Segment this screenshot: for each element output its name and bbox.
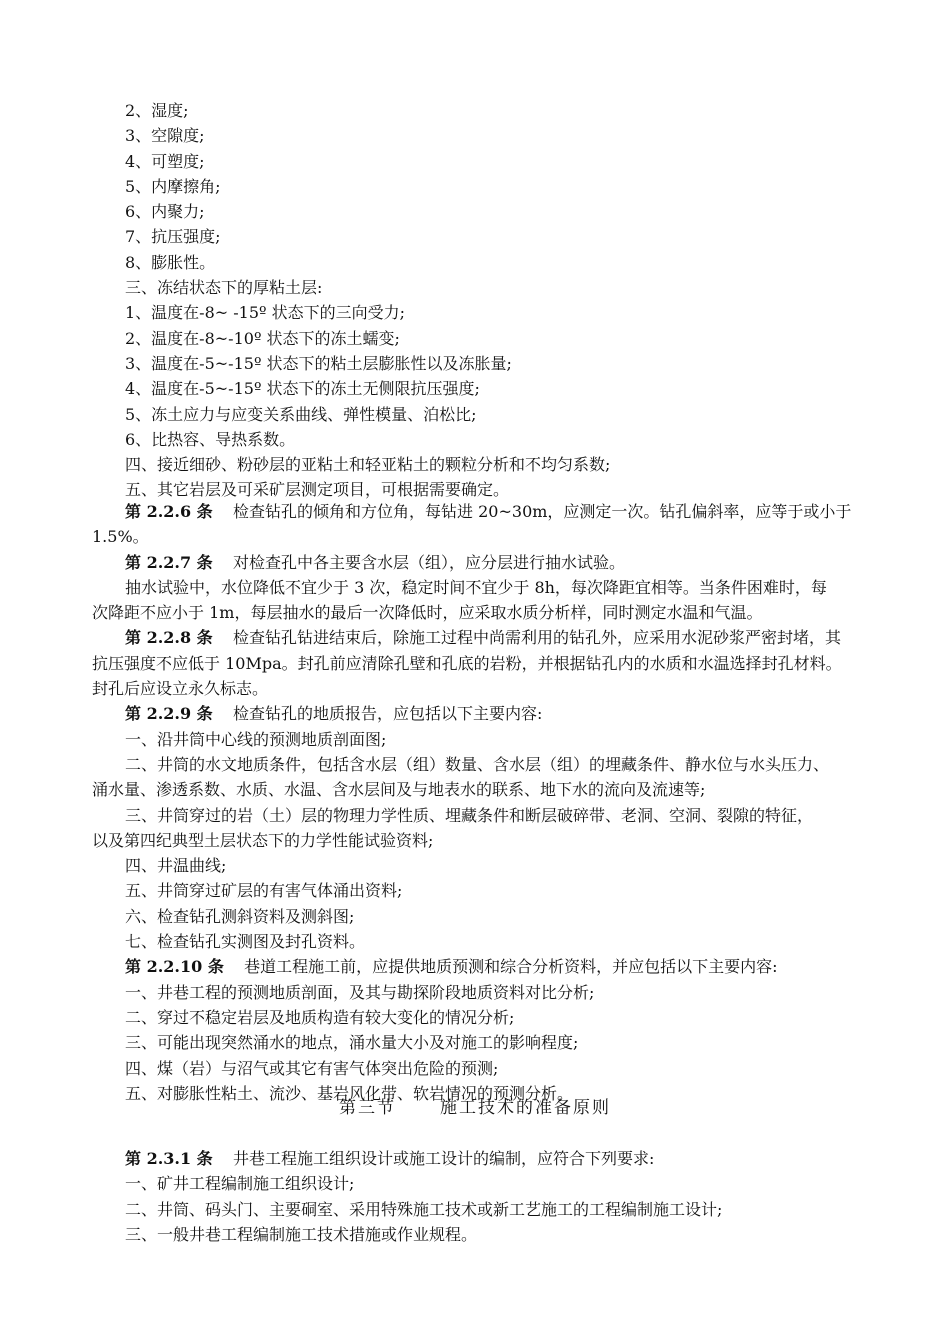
article-text: 对检查孔中各主要含水层（组），应分层进行抽水试验。 [233, 552, 626, 572]
paragraph-line: 抽水试验中，水位降低不宜少于 3 次，稳定时间不宜少于 8h，每次降距宜相等。当条件困难时，每 [125, 577, 827, 597]
article-text: 巷道工程施工前，应提供地质预测和综合分析资料，并应包括以下主要内容: [244, 957, 778, 977]
article-label: 第 2.2.8 条 [125, 628, 213, 648]
article-label: 第 2.2.7 条 [125, 552, 213, 572]
list-item: 8、膨胀性。 [125, 252, 216, 272]
article-label: 第 2.2.9 条 [125, 704, 213, 724]
list-item: 三、冻结状态下的厚粘土层: [125, 278, 323, 298]
article-text-cont: 抗压强度不应低于 10Mpa。封孔前应清除孔壁和孔底的岩粉，并根据钻孔内的水质和水温选择封孔材料。 [92, 653, 842, 673]
list-item: 4、温度在-5~-15º 状态下的冻土无侧限抗压强度; [125, 379, 480, 399]
article-text: 检查钻孔钻进结束后，除施工过程中尚需利用的钻孔外，应采用水泥砂浆严密封堵，其 [233, 628, 842, 648]
article-text-cont: 1.5%。 [92, 527, 149, 547]
list-item: 3、空隙度; [125, 126, 205, 146]
article-text-cont: 封孔后应设立永久标志。 [92, 679, 269, 699]
article-text: 检查钻孔的倾角和方位角，每钻进 20~30m，应测定一次。钻孔偏斜率，应等于或小于 [233, 502, 852, 521]
list-item: 1、温度在-8~ -15º 状态下的三向受力; [125, 303, 406, 323]
list-item: 一、矿井工程编制施工组织设计; [125, 1174, 355, 1194]
list-item: 6、比热容、导热系数。 [125, 429, 296, 449]
list-item: 一、沿井筒中心线的预测地质剖面图; [125, 729, 387, 749]
list-item: 3、温度在-5~-15º 状态下的粘土层膨胀性以及冻胀量; [125, 353, 512, 373]
list-item: 四、煤（岩）与沼气或其它有害气体突出危险的预测; [125, 1058, 499, 1078]
list-item: 三、可能出现突然涌水的地点，涌水量大小及对施工的影响程度; [125, 1033, 579, 1053]
list-item: 五、对膨胀性粘土、流沙、基岩风化带、软岩情况的预测分析。 [125, 1083, 574, 1103]
article-text: 井巷工程施工组织设计或施工设计的编制，应符合下列要求: [233, 1149, 655, 1168]
list-item: 4、可塑度; [125, 151, 205, 171]
list-item: 二、穿过不稳定岩层及地质构造有较大变化的情况分析; [125, 1007, 515, 1027]
list-item: 六、检查钻孔测斜资料及测斜图; [125, 906, 355, 926]
list-item: 5、冻土应力与应变关系曲线、弹性模量、泊松比; [125, 404, 477, 424]
article-2-2-10 [92, 954, 858, 979]
section-heading [92, 1096, 858, 1121]
list-item: 5、内摩擦角; [125, 176, 221, 196]
property-list [92, 98, 858, 503]
section-title: 施工技术的准备原则 [440, 1098, 611, 1118]
article-label: 第 2.3.1 条 [125, 1149, 213, 1168]
list-item: 2、湿度; [125, 101, 189, 120]
list-item: 2、温度在-8~-10º 状态下的冻土蠕变; [125, 328, 400, 348]
list-item: 五、其它岩层及可采矿层测定项目，可根据需要确定。 [125, 480, 510, 500]
list-item-cont: 以及第四纪典型土层状态下的力学性能试验资料; [92, 830, 434, 850]
list-item: 一、井巷工程的预测地质剖面，及其与勘探阶段地质资料对比分析; [125, 982, 595, 1002]
list-item: 三、一般井巷工程编制施工技术措施或作业规程。 [125, 1224, 478, 1244]
list-item: 四、井温曲线; [125, 856, 227, 876]
article-2-2-9 [92, 701, 858, 726]
list-item-cont: 涌水量、渗透系数、水质、水温、含水层间及与地表水的联系、地下水的流向及流速等; [92, 780, 706, 800]
list-item: 二、井筒、码头门、主要硐室、采用特殊施工技术或新工艺施工的工程编制施工设计; [125, 1199, 723, 1219]
list-item: 7、抗压强度; [125, 227, 221, 247]
article-label: 第 2.2.6 条 [125, 502, 213, 521]
section-number: 第三节 [339, 1098, 396, 1118]
articles-2-2 [92, 499, 858, 1106]
articles-2-3 [92, 1146, 858, 1247]
paragraph-line: 次降距不应小于 1m，每层抽水的最后一次降低时，应采取水质分析样，同时测定水温和气温。 [92, 603, 763, 623]
list-item: 七、检查钻孔实测图及封孔资料。 [125, 932, 366, 952]
article-2-2-6 [92, 499, 858, 524]
article-text: 检查钻孔的地质报告，应包括以下主要内容: [233, 704, 543, 724]
list-item: 二、井筒的水文地质条件，包括含水层（组）数量、含水层（组）的埋藏条件、静水位与水头压力、 [125, 754, 830, 774]
list-item: 五、井筒穿过矿层的有害气体涌出资料; [125, 881, 403, 901]
article-2-2-7 [92, 550, 858, 575]
article-2-2-8 [92, 625, 858, 650]
article-2-3-1 [92, 1146, 858, 1171]
list-item: 四、接近细砂、粉砂层的亚粘土和轻亚粘土的颗粒分析和不均匀系数; [125, 455, 611, 475]
article-label: 第 2.2.10 条 [125, 957, 224, 977]
list-item: 三、井筒穿过的岩（土）层的物理力学性质、埋藏条件和断层破碎带、老洞、空洞、裂隙的特征， [125, 805, 814, 825]
list-item: 6、内聚力; [125, 202, 205, 222]
